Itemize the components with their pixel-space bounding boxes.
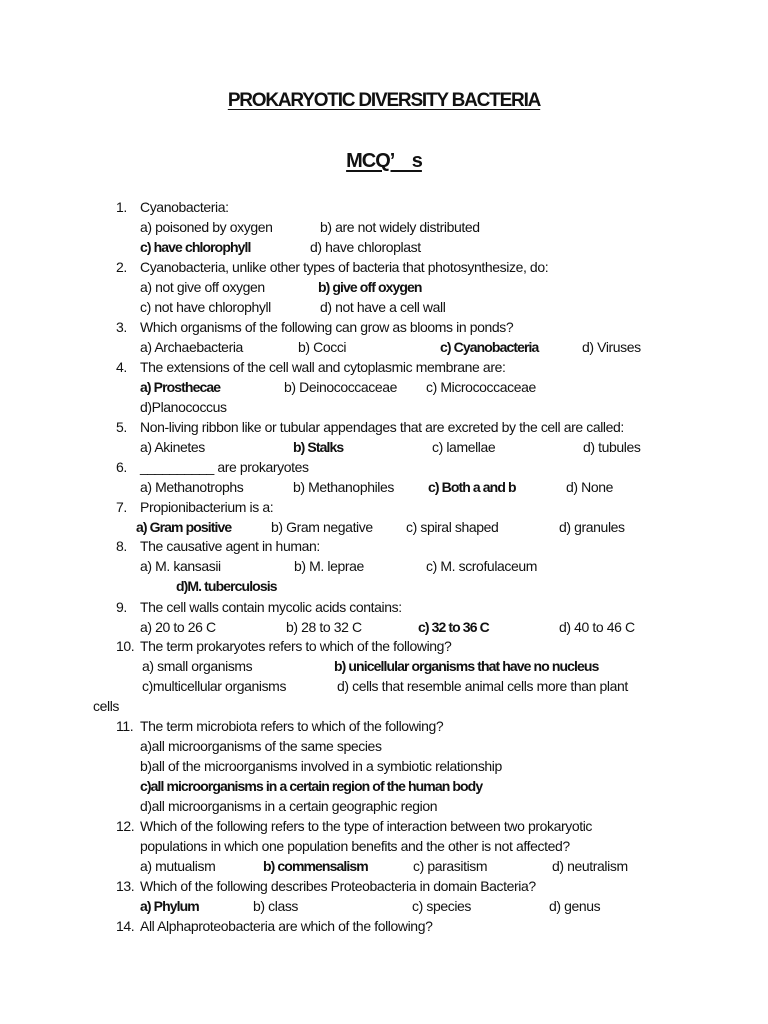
option: b)all of the microorganisms involved in a symbiotic relationship — [140, 758, 502, 774]
option: a)all microorganisms of the same species — [140, 738, 382, 754]
option: b) Cocci — [298, 339, 347, 355]
question-text: Which organisms of the following can grow as blooms in ponds? — [140, 319, 514, 335]
question-text: Cyanobacteria: — [140, 199, 229, 215]
question-text: The term prokaryotes refers to which of the following? — [140, 638, 452, 654]
option: a) Akinetes — [140, 439, 205, 455]
correct-option: c) have chlorophyll — [140, 239, 251, 255]
option: b) class — [253, 898, 299, 914]
correct-option: c) Both a and b — [428, 479, 516, 495]
question-number: 6. — [116, 459, 127, 475]
option: a) Methanotrophs — [140, 479, 244, 495]
question-number: 12. — [116, 818, 135, 834]
question-number: 14. — [116, 918, 135, 934]
option: b) Deinococcaceae — [284, 379, 398, 395]
option: c) spiral shaped — [406, 519, 499, 535]
option: d) tubules — [583, 439, 641, 455]
option: a) M. kansasii — [140, 558, 221, 574]
option: b) M. leprae — [294, 558, 364, 574]
option: a) 20 to 26 C — [140, 619, 216, 635]
correct-option: c) 32 to 36 C — [418, 619, 489, 635]
option: a) small organisms — [142, 658, 253, 674]
option: c) parasitism — [413, 858, 488, 874]
correct-option: b) Stalks — [293, 439, 344, 455]
option: c) not have chlorophyll — [140, 299, 271, 315]
question-number: 4. — [116, 359, 127, 375]
option: d) not have a cell wall — [320, 299, 446, 315]
question-number: 3. — [116, 319, 127, 335]
option: b) Gram negative — [271, 519, 373, 535]
option-wrap: cells — [93, 698, 120, 714]
option: a) not give off oxygen — [140, 279, 265, 295]
option: d) 40 to 46 C — [559, 619, 635, 635]
option: b) 28 to 32 C — [286, 619, 362, 635]
option: d)Planococcus — [140, 399, 227, 415]
option: d) None — [566, 479, 614, 495]
option: d)all microorganisms in a certain geographic region — [140, 798, 438, 814]
option: d) have chloroplast — [310, 239, 421, 255]
question-number: 5. — [116, 419, 127, 435]
option: c)multicellular organisms — [142, 678, 287, 694]
correct-option: a) Phylum — [140, 898, 199, 914]
correct-option: c) Cyanobacteria — [440, 339, 539, 355]
option: b) are not widely distributed — [320, 219, 480, 235]
question-text: The extensions of the cell wall and cytoplasmic membrane are: — [140, 359, 506, 375]
correct-option: a) Prosthecae — [140, 379, 221, 395]
option: d) granules — [559, 519, 625, 535]
question-number: 8. — [116, 538, 127, 554]
question-number: 11. — [116, 718, 134, 734]
correct-option: c)all microorganisms in a certain region of the human body — [140, 778, 483, 794]
correct-option: b) unicellular organisms that have no nucleus — [334, 658, 599, 674]
question-number: 13. — [116, 878, 135, 894]
option: d) Viruses — [582, 339, 641, 355]
question-text: Which of the following refers to the type of interaction between two prokaryotic — [140, 818, 593, 834]
question-text: Propionibacterium is a: — [140, 499, 274, 515]
question-number: 10. — [116, 638, 135, 654]
question-text: All Alphaproteobacteria are which of the following? — [140, 918, 433, 934]
question-number: 1. — [116, 199, 127, 215]
correct-option: a) Gram positive — [136, 519, 232, 535]
option: c) M. scrofulaceum — [426, 558, 538, 574]
question-number: 9. — [116, 599, 127, 615]
option: d) cells that resemble animal cells more than plant — [337, 678, 628, 694]
option: a) poisoned by oxygen — [140, 219, 273, 235]
page-subtitle: MCQ’ s — [346, 150, 422, 172]
option: c) Micrococcaceae — [426, 379, 536, 395]
question-number: 2. — [116, 259, 127, 275]
option: a) Archaebacteria — [140, 339, 243, 355]
question-text: The term microbiota refers to which of the following? — [140, 718, 444, 734]
question-text: Which of the following describes Proteobacteria in domain Bacteria? — [140, 878, 536, 894]
question-text: __________ are prokaryotes — [140, 459, 309, 475]
correct-option: b) give off oxygen — [318, 279, 422, 295]
question-text: The causative agent in human: — [140, 538, 320, 554]
option: c) lamellae — [432, 439, 496, 455]
correct-option: b) commensalism — [263, 858, 368, 874]
page-title: PROKARYOTIC DIVERSITY BACTERIA — [227, 90, 541, 111]
question-text: Cyanobacteria, unlike other types of bacteria that photosynthesize, do: — [140, 259, 549, 275]
option: c) species — [412, 898, 472, 914]
option: d) genus — [549, 898, 601, 914]
question-text: The cell walls contain mycolic acids contains: — [140, 599, 402, 615]
correct-option: d)M. tuberculosis — [176, 578, 277, 594]
question-text: Non-living ribbon like or tubular appendages that are excreted by the cell are called: — [140, 419, 624, 435]
option: a) mutualism — [140, 858, 216, 874]
question-text-continued: populations in which one population benefits and the other is not affected? — [140, 838, 570, 854]
question-number: 7. — [116, 499, 127, 515]
option: b) Methanophiles — [293, 479, 394, 495]
option: d) neutralism — [552, 858, 628, 874]
